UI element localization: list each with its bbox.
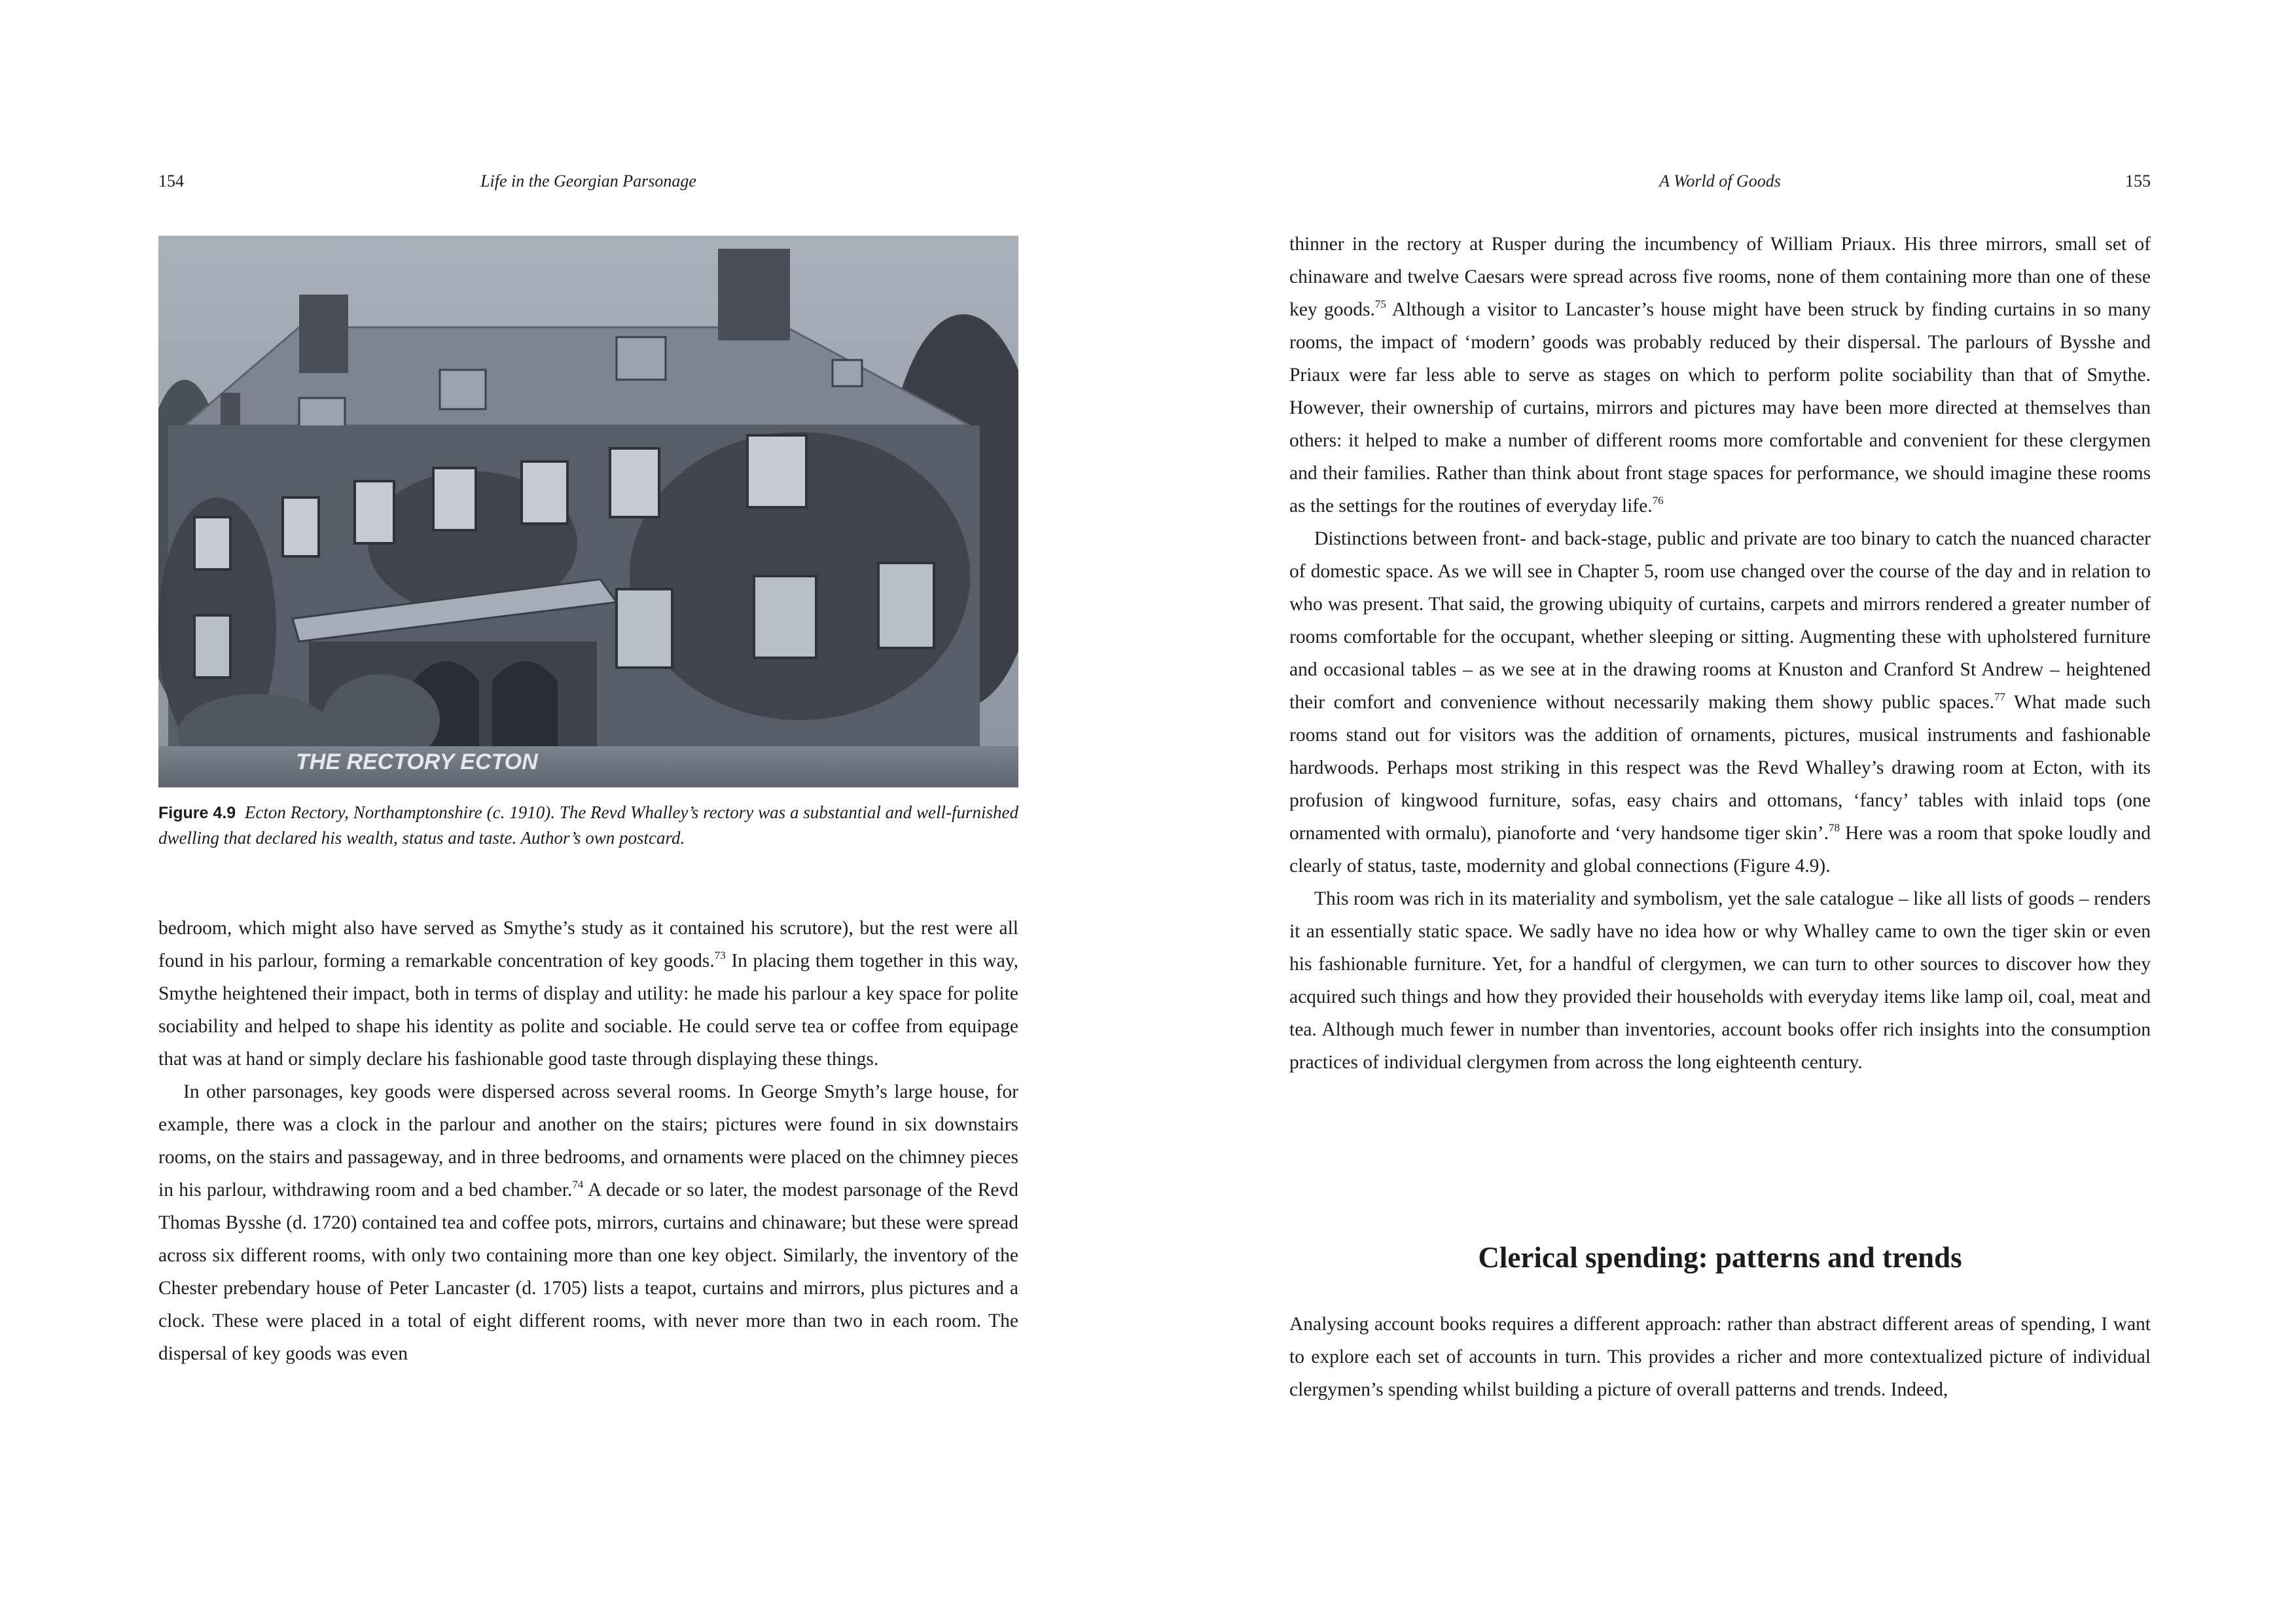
paragraph-text: Although a visitor to Lancaster’s house might have been struck by finding curtains in so many rooms, the impact of ‘modern’ goods was probably reduced by their dispersal. The parlours of Bysshe and Priaux were far less able to serve as stages on which to perform polite sociability than that of Smythe. However, their ownership of curtains, mirrors and pictures may have been more directed at themselves than others: it helped to make a number of different rooms more comfortable and convenient for these clergymen and their families. Rather than think about front stage spaces for performance, we should imagine these rooms as the settings for the routines of everyday life. [1289,299,2151,516]
footnote-marker: 78 [1828,821,1840,835]
paragraph-text: Here was a room that spoke loudly and clearly of status, taste, modernity and global connections (Figure 4.9). [1289,823,2151,876]
paragraph [1289,882,2151,1079]
section-body-text [1289,1308,2151,1406]
paragraph [1289,522,2151,882]
section-heading: Clerical spending: patterns and trends [1478,1241,1962,1274]
figure-label: Figure 4.9 [158,804,236,822]
running-head: Life in the Georgian Parsonage [480,171,696,190]
page-number: 155 [2125,171,2151,190]
paragraph-text: In placing them together in this way, Smythe heightened their impact, both in terms of display and utility: he made his parlour a key space for polite sociability and helped to shape his identity as polite and sociable. He could serve tea or coffee from equipage that was at hand or simply declare his fashionable good taste through displaying these things. [158,950,1019,1070]
footnote-marker: 75 [1374,298,1386,311]
paragraph-text: Analysing account books requires a different approach: rather than abstract different areas of spending, I want to explore each set of accounts in turn. This provides a richer and more contextualized picture of individual clergymen’s spending whilst building a picture of overall patterns and trends. Indeed, [1289,1314,2151,1400]
paragraph-text: This room was rich in its materiality and symbolism, yet the sale catalogue – like all lists of goods – renders it an essentially static space. We sadly have no idea how or why Whalley came to own the tiger skin or even his fashionable furniture. Yet, for a handful of clergymen, we can turn to other sources to discover how they acquired such things and how they provided their households with everyday items like lamp oil, coal, meat and tea. Although much fewer in number than inventories, account books offer rich insights into the consumption practices of individual clergymen from across the long eighteenth century. [1289,888,2151,1073]
left-body-text [158,912,1018,1370]
paragraph-text: In other parsonages, key goods were dispersed across several rooms. In George Smyth’s large house, for example, there was a clock in the parlour and another on the stairs; pictures were found in six downstairs rooms, on the stairs and passageway, and in three bedrooms, and ornaments were placed on the chimney pieces in his parlour, withdrawing room and a bed chamber. [158,1081,1018,1200]
footnote-marker: 77 [1994,691,2005,704]
page-number: 154 [158,171,184,190]
paragraph-text: What made such rooms stand out for visitors was the addition of ornaments, pictures, musical instruments and fashionable hardwoods. Perhaps most striking in this respect was the Revd Whalley’s drawing room at Ecton, with its profusion of kingwood furniture, sofas, easy chairs and ottomans, ‘fancy’ tables with inlaid tops (one ornamented with ormalu), pianoforte and ‘very handsome tiger skin’. [1289,692,2151,844]
paragraph-text: bedroom, which might also have served as Smythe’s study as it contained his scrutore), but the rest were all found in his parlour, forming a remarkable concentration of key goods. [158,918,1018,971]
figure-photo [158,236,1018,787]
photo-inscription: THE RECTORY ECTON [296,749,538,774]
right-body-text [1289,228,2151,1079]
rectory-photo [158,236,1018,787]
paragraph-text: A decade or so later, the modest parsonage of the Revd Thomas Bysshe (d. 1720) contained tea and coffee pots, mirrors, curtains and chinaware; but these were spread across six different rooms, with only two containing more than one key object. Similarly, the inventory of the Chester prebendary house of Peter Lancaster (d. 1705) lists a teapot, curtains and mirrors, plus pictures and a clock. These were placed in a total of eight different rooms, with never more than two in each room. The dispersal of key goods was even [158,1180,1018,1364]
figure-caption [158,800,1018,850]
footnote-marker: 73 [714,949,726,962]
paragraph-text: thinner in the rectory at Rusper during the incumbency of William Priaux. His three mirrors, small set of chinaware and twelve Caesars were spread across five rooms, none of them containing more than one of these key goods. [1289,234,2151,320]
paragraph [158,1075,1018,1370]
footnote-marker: 74 [572,1178,584,1191]
running-head: A World of Goods [1659,171,1781,190]
paragraph-text: Distinctions between front- and back-stage, public and private are too binary to catch the nuanced character of domestic space. As we will see in Chapter 5, room use changed over the course of the day and in relation to who was present. That said, the growing ubiquity of curtains, carpets and mirrors rendered a greater number of rooms comfortable for the occupant, whether sleeping or sitting. Augmenting these with upholstered furniture and occasional tables – as we see at in the drawing rooms at Knuston and Cranford St Andrew – heightened their comfort and convenience without necessarily making them showy public spaces. [1289,528,2151,713]
paragraph [158,912,1018,1075]
paragraph [1289,228,2151,522]
paragraph [1289,1308,2151,1406]
footnote-marker: 76 [1652,494,1664,507]
figure-caption-text: Ecton Rectory, Northamptonshire (c. 1910). The Revd Whalley’s rectory was a substantial and well-furnished dwelling that declared his wealth, status and taste. Author’s own postcard. [158,803,1019,848]
